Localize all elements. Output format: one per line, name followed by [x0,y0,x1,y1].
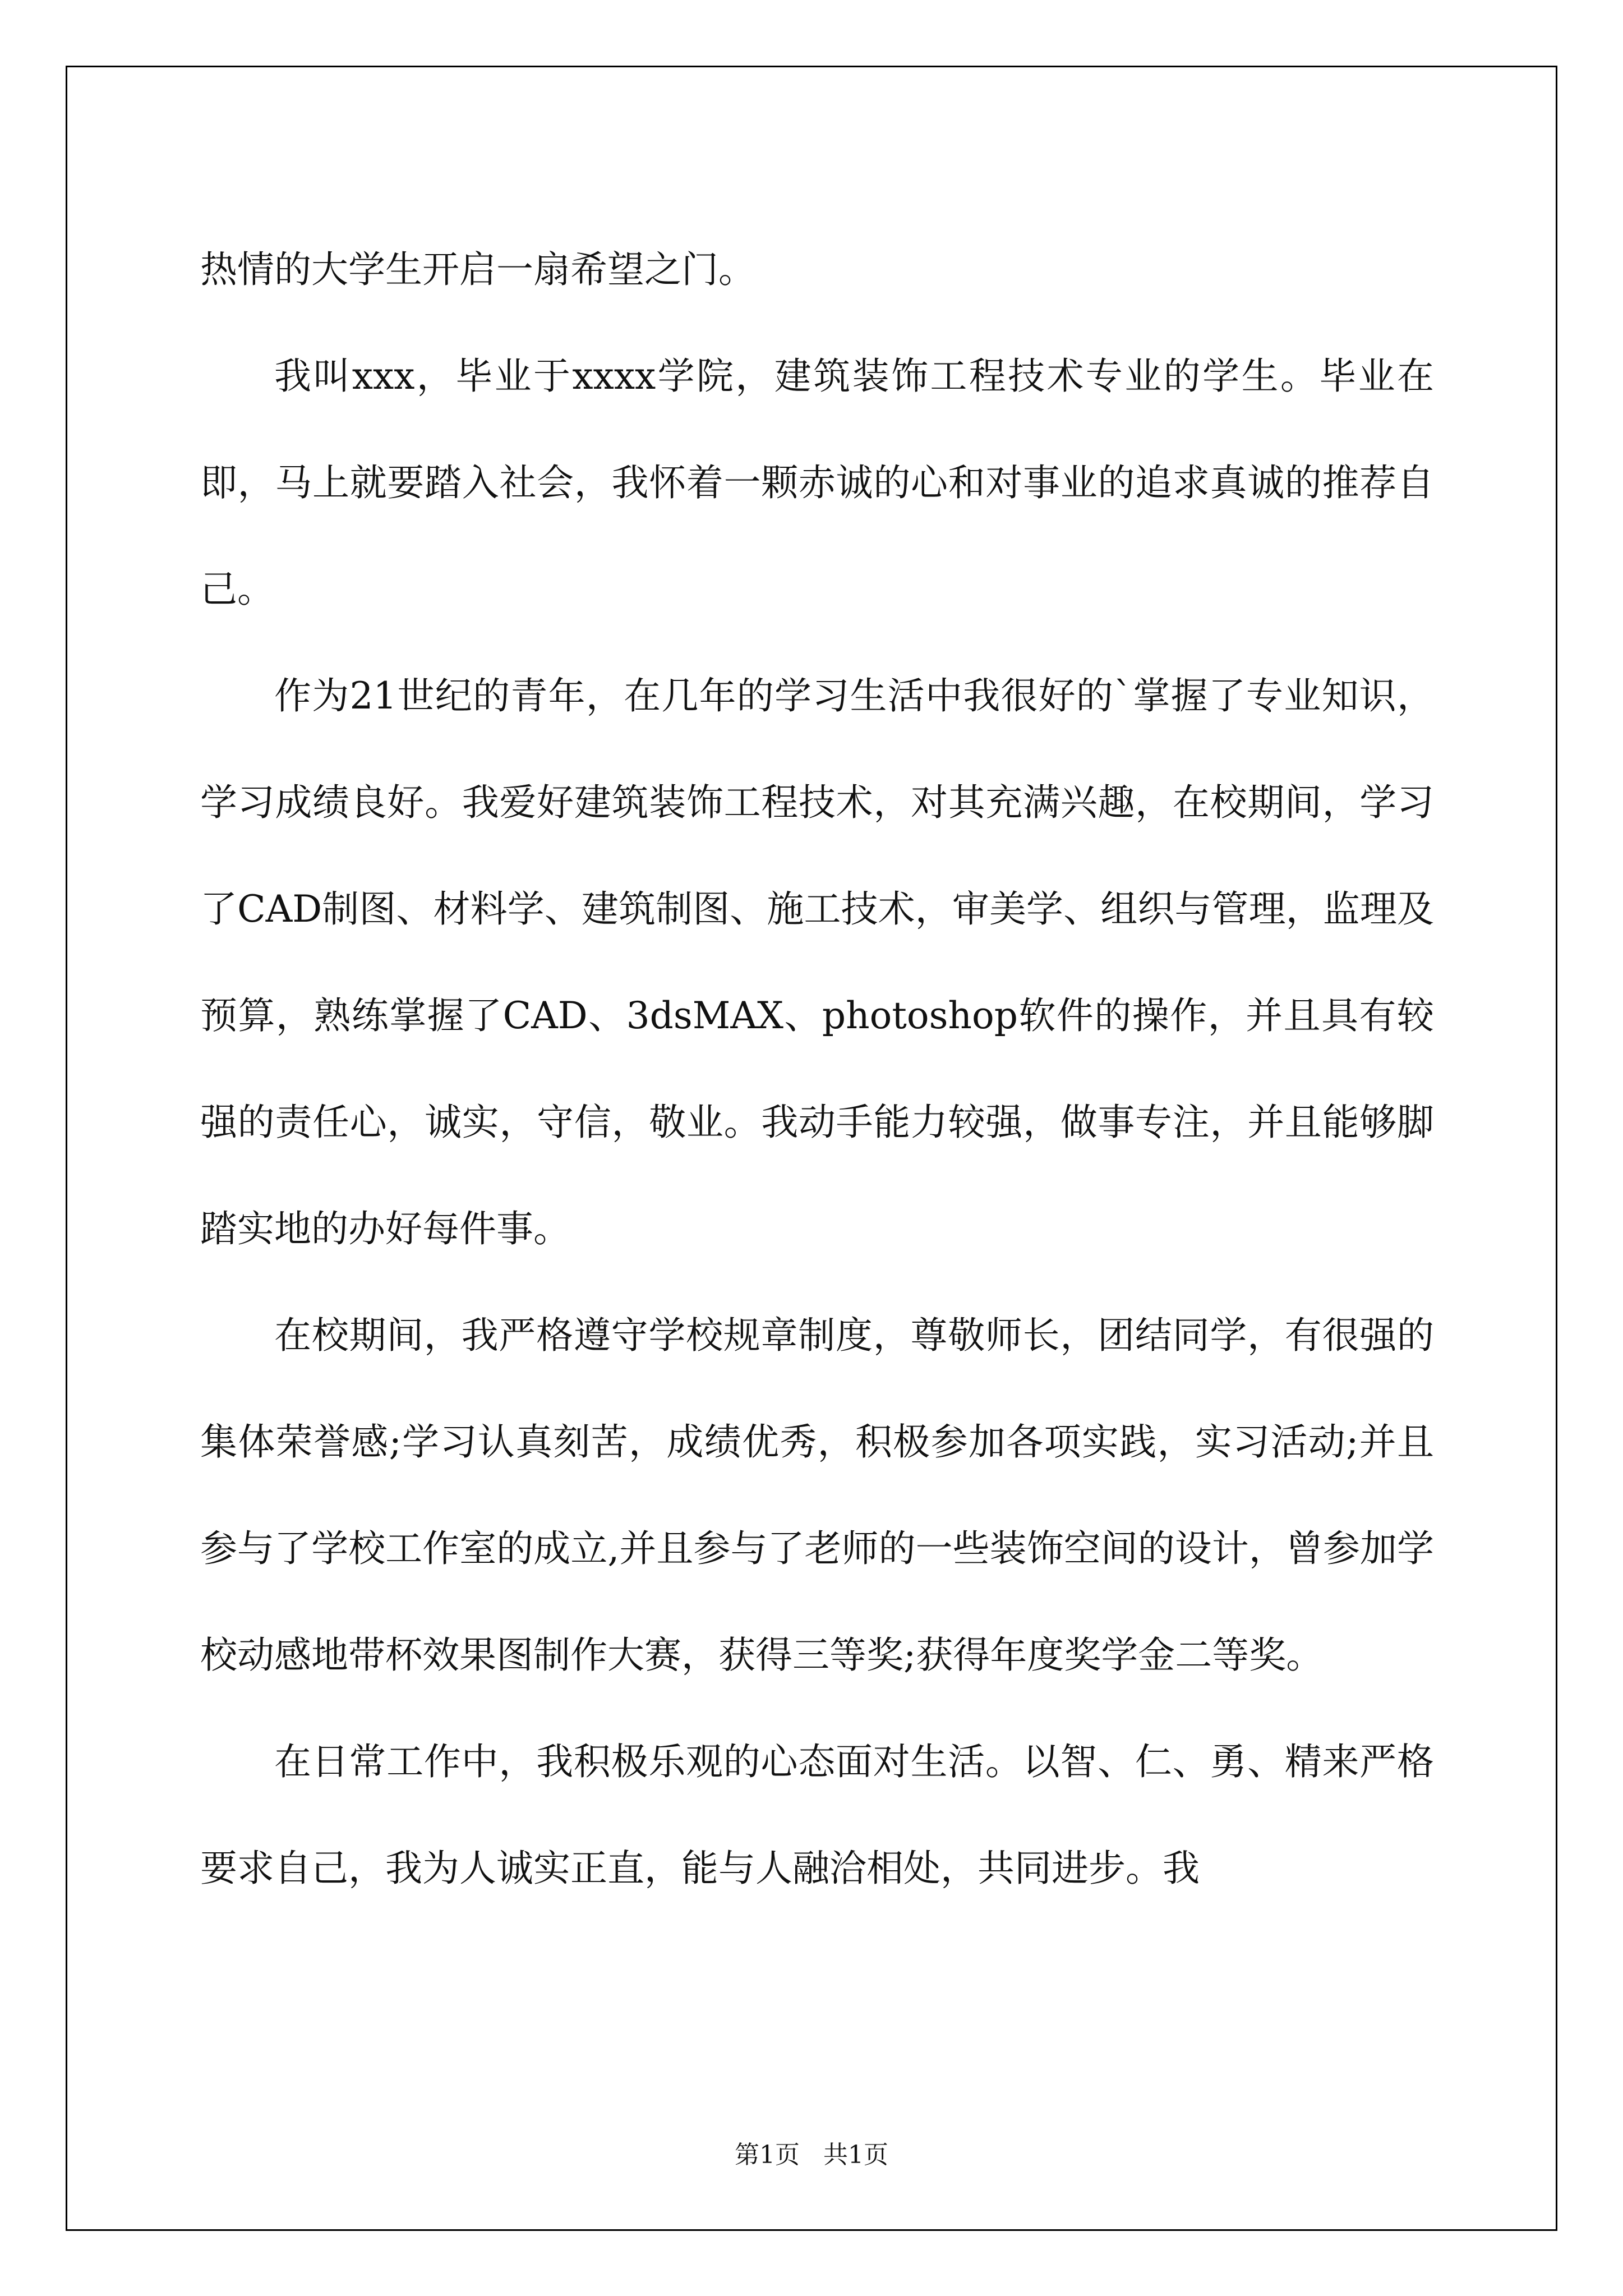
page-number: 第1页 [735,2141,800,2169]
document-body [200,217,1434,1922]
paragraph-1: 热情的大学生开启一扇希望之门。 [200,248,755,291]
paragraph-2: 我叫xxx，毕业于xxxx学院，建筑装饰工程技术专业的学生。毕业在即，马上就要踏入社会，我怀着一颗赤诚的心和对事业的追求真诚的推荐自己。 [200,355,1434,611]
page-total: 共1页 [823,2141,888,2169]
paragraph-5: 在日常工作中，我积极乐观的心态面对生活。以智、仁、勇、精来严格要求自己，我为人诚实正直，能与人融洽相处，共同进步。我 [200,1740,1434,1890]
page-footer [0,2134,1623,2170]
paragraph-4: 在校期间，我严格遵守学校规章制度，尊敬师长，团结同学，有很强的集体荣誉感;学习认真刻苦，成绩优秀，积极参加各项实践，实习活动;并且参与了学校工作室的成立,并且参与了老师的一些装饰空间的设计，曾参加学校动感地带杯效果图制作大赛，获得三等奖;获得年度奖学金二等奖。 [200,1314,1434,1677]
paragraph-3: 作为21世纪的青年，在几年的学习生活中我很好的`掌握了专业知识，学习成绩良好。我爱好建筑装饰工程技术，对其充满兴趣，在校期间，学习了CAD制图、材料学、建筑制图、施工技术，审美学、组织与管理，监理及预算，熟练掌握了CAD、3dsMAX、photoshop软件的操作，并且具有较强的责任心，诚实，守信，敬业。我动手能力较强，做事专注，并且能够脚踏实地的办好每件事。 [200,674,1434,1250]
